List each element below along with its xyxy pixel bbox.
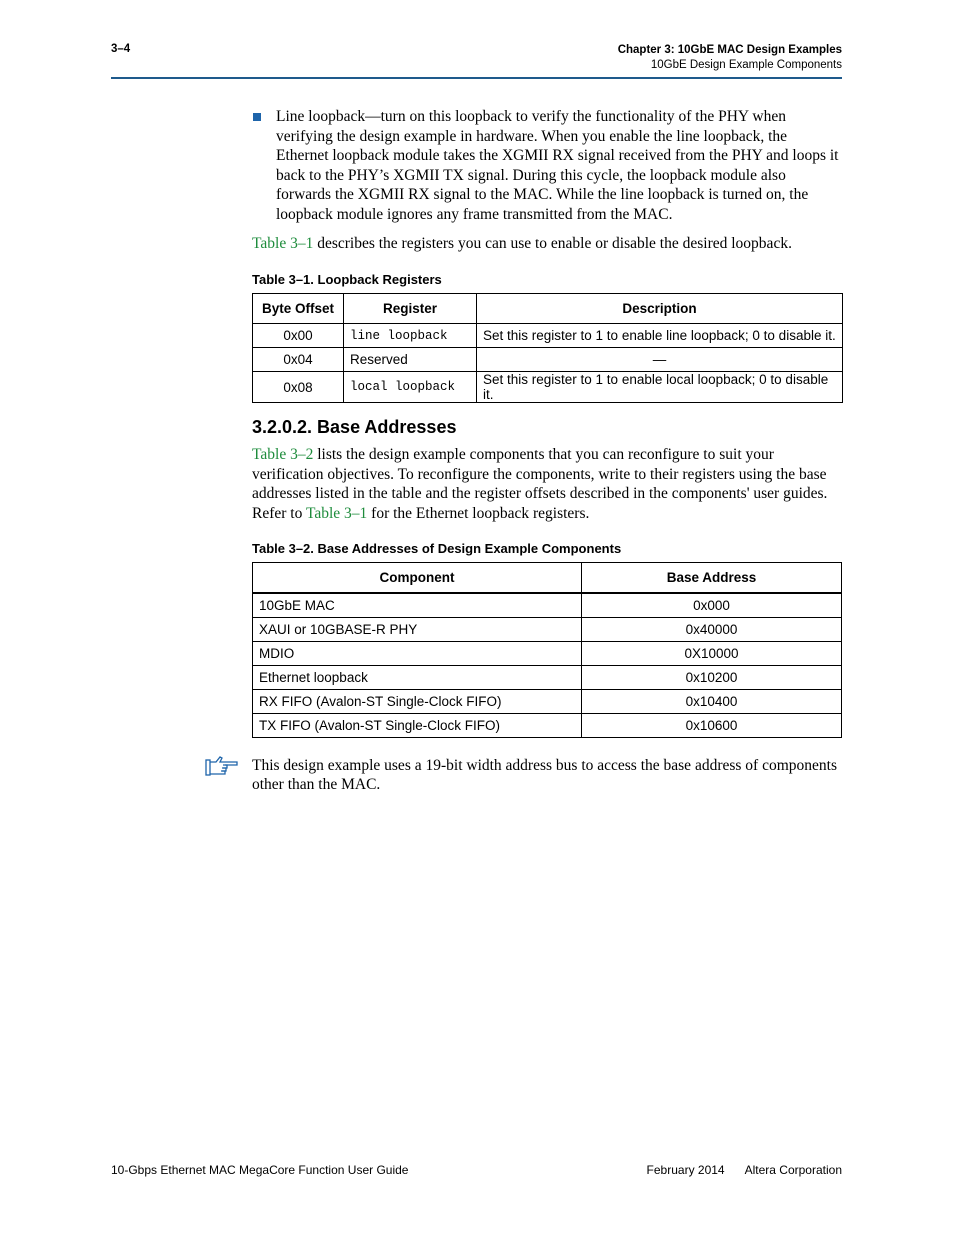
column-header: Component bbox=[253, 562, 582, 593]
cell: 0x04 bbox=[253, 348, 344, 372]
main-content bbox=[252, 107, 842, 795]
footer-right bbox=[647, 1163, 842, 1177]
cell: XAUI or 10GBASE-R PHY bbox=[253, 617, 582, 641]
note-text: This design example uses a 19-bit width address bus to access the base address of components other than the MAC. bbox=[252, 756, 837, 794]
chapter-title: Chapter 3: 10GbE MAC Design Examples bbox=[617, 44, 842, 56]
table-row bbox=[253, 617, 842, 641]
table-row bbox=[253, 689, 842, 713]
column-header: Byte Offset bbox=[253, 294, 344, 324]
cell: — bbox=[477, 348, 843, 372]
running-header bbox=[618, 43, 842, 73]
cell: local loopback bbox=[344, 372, 477, 403]
cell: Reserved bbox=[344, 348, 477, 372]
cell: 0x40000 bbox=[582, 617, 842, 641]
cell: 0x10200 bbox=[582, 665, 842, 689]
cell: 0x00 bbox=[253, 324, 344, 348]
footer-date: February 2014 bbox=[646, 1163, 725, 1177]
table-link[interactable]: Table 3–1 bbox=[252, 234, 314, 252]
footer-guide-title: 10-Gbps Ethernet MAC MegaCore Function User Guide bbox=[111, 1163, 409, 1177]
page-number: 3–4 bbox=[111, 43, 131, 55]
cell: Ethernet loopback bbox=[253, 665, 582, 689]
bullet-square-icon bbox=[253, 113, 261, 121]
cell: 0X10000 bbox=[582, 641, 842, 665]
loopback-registers-table bbox=[252, 293, 843, 403]
base-addresses-table bbox=[252, 562, 842, 738]
table-row bbox=[253, 372, 843, 403]
paragraph-text: describes the registers you can use to enable or disable the desired loopback. bbox=[313, 234, 792, 252]
table-link[interactable]: Table 3–1 bbox=[305, 504, 368, 522]
bullet-item bbox=[252, 107, 842, 225]
cell: line loopback bbox=[344, 324, 477, 348]
cell: RX FIFO (Avalon-ST Single-Clock FIFO) bbox=[253, 689, 582, 713]
table-caption: Table 3–1. Loopback Registers bbox=[252, 272, 442, 288]
cell: 0x000 bbox=[582, 593, 842, 618]
cell: 0x10600 bbox=[582, 713, 842, 737]
cell: TX FIFO (Avalon-ST Single-Clock FIFO) bbox=[253, 713, 582, 737]
cell: 0x08 bbox=[253, 372, 344, 403]
footer-company: Altera Corporation bbox=[744, 1163, 842, 1177]
cell: MDIO bbox=[253, 641, 582, 665]
paragraph-text: lists the design example components that you can reconfigure to suit your verification objectives. To reconfigure the components, write to their registers using the base addresses listed in the table and the register offsets described in the components' user guides. Refer to bbox=[252, 446, 828, 522]
table-row bbox=[253, 665, 842, 689]
table-row bbox=[253, 348, 843, 372]
column-header: Register bbox=[344, 294, 477, 324]
cell: Set this register to 1 to enable line loopback; 0 to disable it. bbox=[477, 324, 843, 348]
section-heading: 3.2.0.2. Base Addresses bbox=[252, 417, 457, 438]
table-row bbox=[253, 324, 843, 348]
section-title: 10GbE Design Example Components bbox=[650, 59, 842, 71]
cell: 10GbE MAC bbox=[253, 593, 582, 618]
paragraph bbox=[252, 234, 842, 254]
table-row bbox=[253, 593, 842, 618]
table-row bbox=[253, 713, 842, 737]
header-rule bbox=[111, 77, 842, 79]
paragraph bbox=[252, 445, 842, 523]
column-header: Base Address bbox=[582, 562, 842, 593]
bullet-text: Line loopback—turn on this loopback to verify the functionality of the PHY when verifying the design example in hardware. When you enable the line loopback, the Ethernet loopback module takes the XGMII RX signal received from the PHY and loops it back to the PHY’s XGMII TX signal. During this cycle, the loopback module also forwards the XGMII RX signal to the MAC. While the line loopback is turned on, the loopback module ignores any frame transmitted from the MAC. bbox=[276, 108, 839, 223]
paragraph-text: for the Ethernet loopback registers. bbox=[367, 504, 590, 522]
pointing-hand-icon bbox=[205, 756, 239, 778]
cell: Set this register to 1 to enable local loopback; 0 to disable it. bbox=[477, 372, 843, 403]
table-header-row bbox=[253, 562, 842, 593]
table-header-row bbox=[253, 294, 843, 324]
cell: 0x10400 bbox=[582, 689, 842, 713]
table-link[interactable]: Table 3–2 bbox=[252, 446, 314, 464]
table-row bbox=[253, 641, 842, 665]
table-caption: Table 3–2. Base Addresses of Design Example Components bbox=[252, 540, 622, 556]
column-header: Description bbox=[477, 294, 843, 324]
